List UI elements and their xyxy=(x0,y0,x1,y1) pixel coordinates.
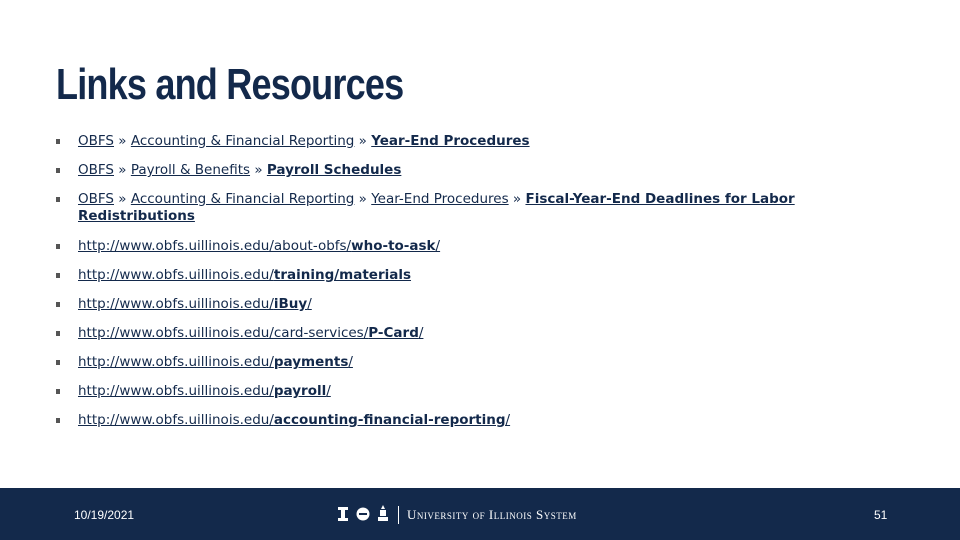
resource-link-target[interactable]: Year-End Procedures xyxy=(371,133,530,149)
resource-link-target[interactable]: payroll xyxy=(273,383,327,399)
resource-item xyxy=(56,267,906,284)
resource-link[interactable]: http://www.obfs.uillinois.edu/ xyxy=(78,354,274,370)
chicago-flame-icon xyxy=(356,506,370,525)
resource-link-target[interactable]: accounting-financial-reporting xyxy=(273,412,506,428)
resource-link-target[interactable]: iBuy xyxy=(273,296,308,312)
page-number: 51 xyxy=(874,508,888,522)
resource-link-target[interactable]: payments xyxy=(273,354,349,370)
logo-divider xyxy=(398,506,399,524)
resource-item xyxy=(56,383,906,400)
breadcrumb-separator: » xyxy=(508,191,526,207)
resource-item xyxy=(56,238,906,255)
resource-link[interactable]: OBFS xyxy=(78,191,114,207)
illinois-i-icon xyxy=(338,506,348,525)
bullet-marker xyxy=(56,389,60,394)
university-name: University of Illinois System xyxy=(407,507,577,522)
resource-link[interactable]: OBFS xyxy=(78,162,114,178)
bullet-marker xyxy=(56,139,60,144)
resource-item xyxy=(56,133,906,150)
resource-link[interactable]: Accounting & Financial Reporting xyxy=(130,133,355,149)
university-logo xyxy=(338,505,577,525)
resource-link[interactable]: http://www.obfs.uillinois.edu/about-obfs/ xyxy=(78,238,352,254)
resource-link-target[interactable]: Payroll Schedules xyxy=(266,162,402,178)
resource-link-target[interactable]: training/materials xyxy=(273,267,412,283)
breadcrumb-separator: » xyxy=(354,133,372,149)
springfield-icon xyxy=(378,505,388,525)
resource-text xyxy=(78,325,906,342)
resource-item xyxy=(56,354,906,371)
resource-text xyxy=(78,191,906,225)
bullet-marker xyxy=(56,418,60,423)
breadcrumb-separator: » xyxy=(114,133,131,149)
resource-link[interactable]: OBFS xyxy=(78,133,114,149)
bullet-marker xyxy=(56,168,60,173)
resource-link[interactable]: / xyxy=(307,296,312,312)
slide-title: Links and Resources xyxy=(56,60,404,109)
resource-link-target[interactable]: who-to-ask xyxy=(351,238,436,254)
resource-item xyxy=(56,296,906,313)
breadcrumb-separator: » xyxy=(250,162,267,178)
resource-item xyxy=(56,191,906,225)
resource-text xyxy=(78,354,906,371)
resource-link[interactable]: / xyxy=(326,383,331,399)
resource-link[interactable]: / xyxy=(348,354,353,370)
resource-text xyxy=(78,162,906,179)
breadcrumb-separator: » xyxy=(114,162,131,178)
breadcrumb-separator: » xyxy=(354,191,372,207)
resource-link[interactable]: Accounting & Financial Reporting xyxy=(130,191,355,207)
resource-link[interactable]: http://www.obfs.uillinois.edu/card-services/ xyxy=(78,325,369,341)
resource-link[interactable]: http://www.obfs.uillinois.edu/ xyxy=(78,267,274,283)
breadcrumb-separator: » xyxy=(114,191,131,207)
footer-bar xyxy=(0,488,960,540)
resource-link-target[interactable]: P-Card xyxy=(368,325,419,341)
bullet-marker xyxy=(56,273,60,278)
slide-date: 10/19/2021 xyxy=(74,508,135,522)
bullet-marker xyxy=(56,360,60,365)
bullet-marker xyxy=(56,331,60,336)
resource-text xyxy=(78,383,906,400)
resource-item xyxy=(56,412,906,429)
resource-text xyxy=(78,238,906,255)
bullet-marker xyxy=(56,302,60,307)
resource-link[interactable]: / xyxy=(435,238,441,254)
resource-link[interactable]: / xyxy=(418,325,424,341)
bullet-marker xyxy=(56,244,60,249)
resource-link[interactable]: Year-End Procedures xyxy=(371,191,509,207)
resource-text xyxy=(78,296,906,313)
resource-link[interactable]: Payroll & Benefits xyxy=(130,162,251,178)
resource-link-target[interactable]: Fiscal-Year-End Deadlines for Labor Redistributions xyxy=(78,191,795,224)
resource-text xyxy=(78,412,906,429)
resource-link[interactable]: http://www.obfs.uillinois.edu/ xyxy=(78,412,274,428)
bullet-marker xyxy=(56,197,60,202)
resource-item xyxy=(56,162,906,179)
resource-link[interactable]: / xyxy=(505,412,511,428)
resource-link[interactable]: http://www.obfs.uillinois.edu/ xyxy=(78,296,274,312)
resource-text xyxy=(78,267,906,284)
resource-link[interactable]: http://www.obfs.uillinois.edu/ xyxy=(78,383,274,399)
resource-text xyxy=(78,133,906,150)
resource-item xyxy=(56,325,906,342)
